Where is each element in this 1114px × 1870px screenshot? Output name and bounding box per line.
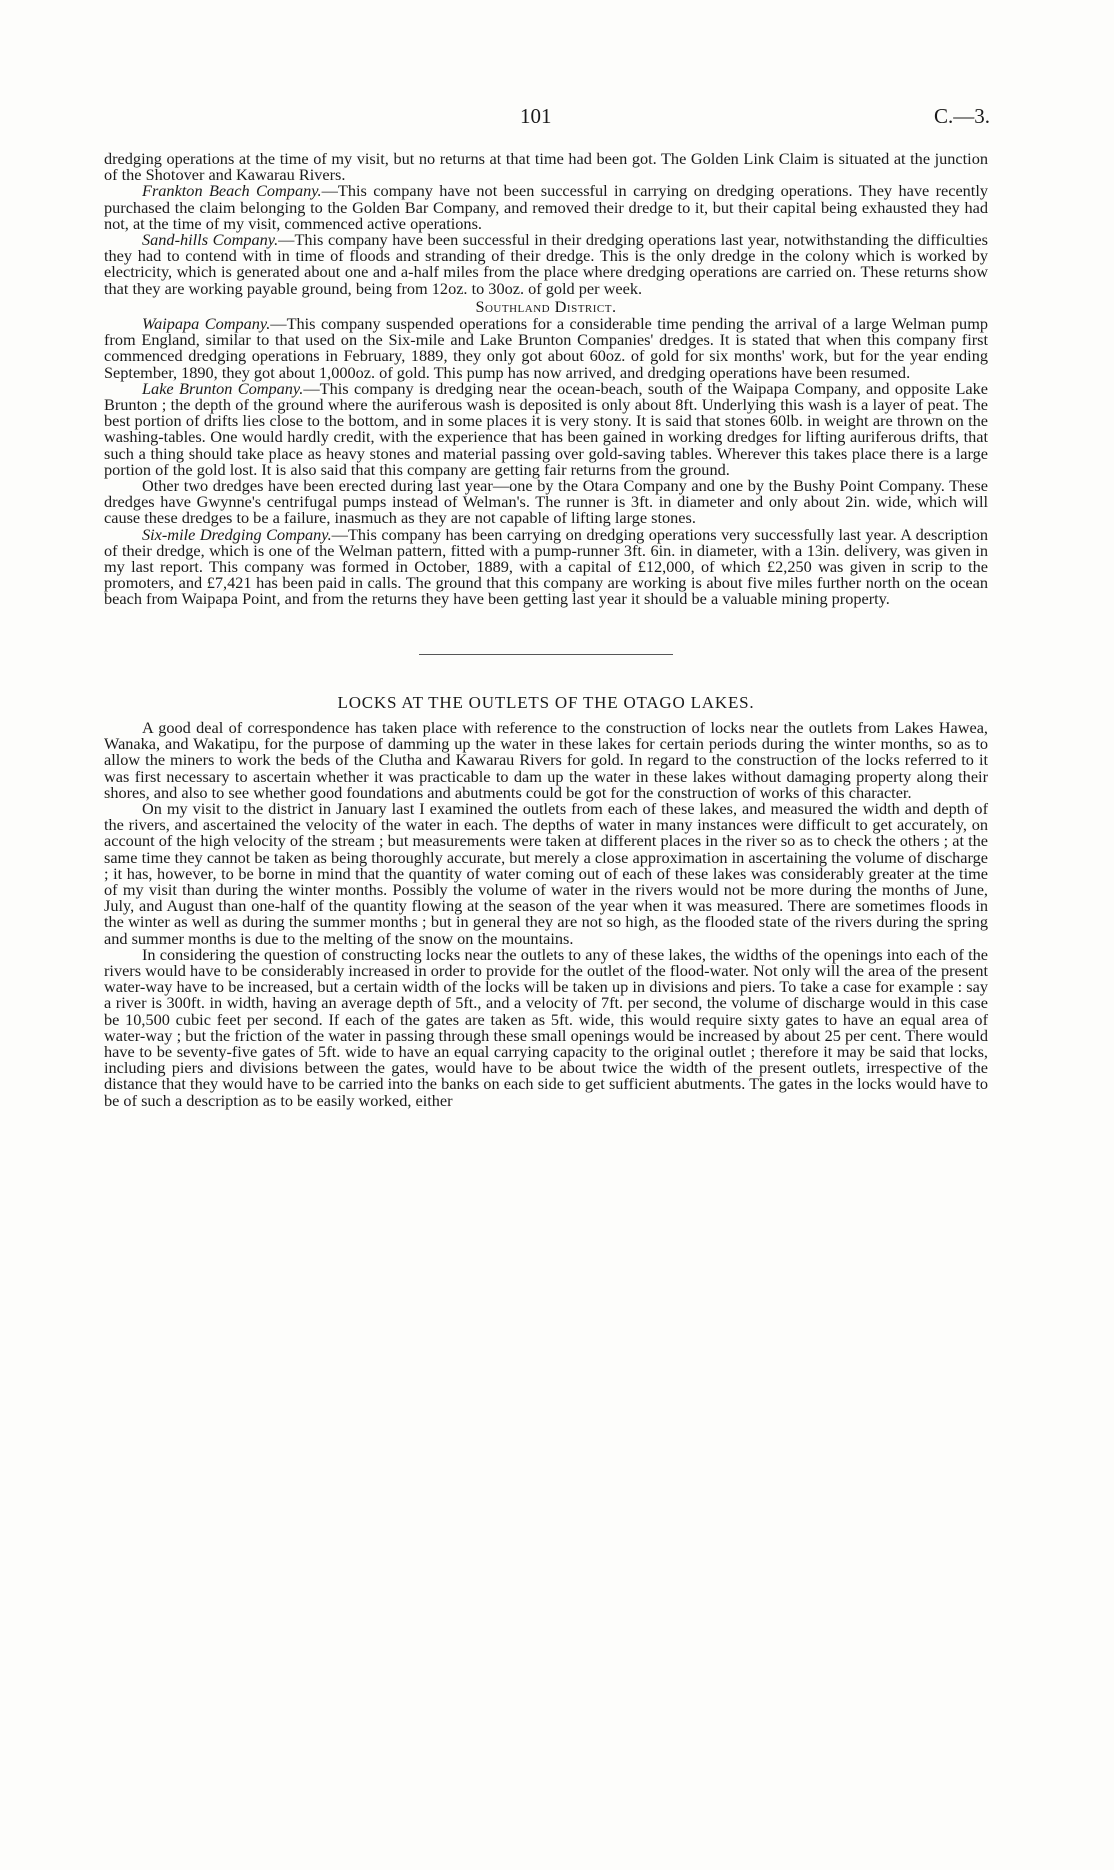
company-name: Frankton Beach Company. xyxy=(142,181,322,201)
page-number: 101 xyxy=(520,104,552,128)
page-header xyxy=(0,104,1114,140)
company-name: Six-mile Dredging Company. xyxy=(142,524,332,544)
company-name: Waipapa Company. xyxy=(142,314,271,334)
body-text xyxy=(104,151,988,1109)
company-name: Sand-hills Company. xyxy=(142,230,279,250)
paragraph-other-dredges: Other two dredges have been erected during last year—one by the Otara Company and one by the Bushy Point Company. These dredges have Gwynne's centrifugal pumps instead of Welman's. The runner is 3ft. in diameter and only about 2in. wide, which will cause these dredges to be a failure, inasmuch as they are not capable of lifting large stones. xyxy=(104,476,988,528)
paragraph-locks-intro: A good deal of correspondence has taken place with reference to the construction of locks near the outlets from Lakes Hawea, Wanaka, and Wakatipu, for the purpose of damming up the water in these lakes for certain periods during the winter months, so as to allow the miners to work the beds of the Clutha and Kawarau Rivers for gold. In regard to the construction of the locks referred to it was first necessary to ascertain whether it was practicable to dam up the water in these lakes without damaging property along their shores, and also to see whether good foundations and abutments could be got for the construction of works of this character. xyxy=(104,717,988,802)
paragraph-frankton-beach: Frankton Beach Company.—This company have not been successful in carrying on dredging operations. They have recently purchased the claim belonging to the Golden Bar Company, and removed their dredge to it, but their capital being exhausted they had not, at the time of my visit, commenced active operations. xyxy=(104,181,988,233)
paragraph: dredging operations at the time of my visit, but no returns at that time had been got. The Golden Link Claim is situated at the junction of the Shotover and Kawarau Rivers. xyxy=(104,149,988,185)
paragraph-six-mile: Six-mile Dredging Company.—This company has been carrying on dredging operations very successfully last year. A description of their dredge, which is one of the Welman pattern, fitted with a pump-runner 3ft. 6in. in diameter, with a 13in. delivery, was given in my last report. This company was formed in October, 1889, with a capital of £12,000, of which £2,250 was given in scrip to the promoters, and £7,421 has been paid in calls. The ground that this company are working is about five miles further north on the ocean beach from Waipapa Point, and from the returns they have been getting last year it should be a valuable mining property. xyxy=(104,524,988,609)
paragraph-locks-visit: On my visit to the district in January last I examined the outlets from each of these lakes, and measured the width and depth of the rivers, and ascertained the velocity of the water in each. The depths of water in many instances were difficult to get accurately, on account of the high velocity of the stream ; but measurements were taken at different places in the river so as to check the others ; at the same time they cannot be taken as being thoroughly accurate, but merely a close approximation in ascertaining the volume of discharge ; it has, however, to be borne in mind that the quantity of water coming out of each of these lakes was considerably greater at the time of my visit than during the winter months. Possibly the volume of water in the rivers would not be more during the months of June, July, and August than one-half of the quantity flowing at the season of the year when it was measured. There are sometimes floods in the winter as well as during the summer months ; but in general they are not so high, as the flooded state of the rivers during the spring and summer months is due to the melting of the snow on the mountains. xyxy=(104,798,988,948)
article-title: LOCKS AT THE OUTLETS OF THE OTAGO LAKES. xyxy=(337,692,755,712)
document-reference: C.—3. xyxy=(933,104,990,128)
paragraph-waipapa: Waipapa Company.—This company suspended operations for a considerable time pending the arrival of a large Welman pump from England, similar to that used on the Six-mile and Lake Brunton Companies' dredges. It is stated that when this company first commenced dredging operations in February, 1889, they only got about 60oz. of gold for six months' work, but for the year ending September, 1890, they got about 1,000oz. of gold. This pump has now arrived, and dredging operations have been resumed. xyxy=(104,314,988,382)
paragraph-sand-hills: Sand-hills Company.—This company have been successful in their dredging operations last year, notwithstanding the difficulties they had to contend with in time of floods and stranding of their dredge. This is the only dredge in the colony which is worked by electricity, which is generated about one and a-half miles from the place where dredging operations are carried on. These returns show that they are working payable ground, being from 12oz. to 30oz. of gold per week. xyxy=(104,230,988,298)
company-name: Lake Brunton Company. xyxy=(142,378,304,398)
paragraph-locks-construction: In considering the question of constructing locks near the outlets to any of these lakes, the widths of the openings into each of the rivers would have to be considerably increased in order to provide for the outlet of the flood-water. Not only will the area of the present water-way have to be increased, but a certain width of the locks will be taken up in divisions and piers. To take a case for example : say a river is 300ft. in width, having an average depth of 5ft., and a velocity of 7ft. per second, the volume of discharge would in this case be 10,500 cubic feet per second. If each of the gates are taken as 5ft. wide, this would require sixty gates to have an equal area of water-way ; but the friction of the water in passing through these small openings would be increased by about 25 per cent. There would have to be seventy-five gates of 5ft. wide to have an equal carrying capacity to the original outlet ; therefore it may be said that locks, including piers and divisions between the gates, would have to be about twice the width of the present outlets, irrespective of the distance that they would have to be carried into the banks on each side to get sufficient abutments. The gates in the locks would have to be of such a description as to be easily worked, either xyxy=(104,944,988,1110)
paragraph-lake-brunton: Lake Brunton Company.—This company is dredging near the ocean-beach, south of the Waipapa Company, and opposite Lake Brunton ; the depth of the ground where the auriferous wash is deposited is only about 8ft. Underlying this wash is a layer of peat. The best portion of drifts lies close to the bottom, and in some places it is very stony. It is said that stones 60lb. in weight are thrown on the washing-tables. One would hardly credit, with the experience that has been gained in working dredges for lifting auriferous drifts, that such a thing should take place as heavy stones and material passing over gold-saving tables. Wherever this takes place there is a large portion of the gold lost. It is also said that this company are getting fair returns from the ground. xyxy=(104,378,988,479)
section-divider xyxy=(419,654,673,655)
section-heading-southland: Southland District. xyxy=(475,296,617,316)
